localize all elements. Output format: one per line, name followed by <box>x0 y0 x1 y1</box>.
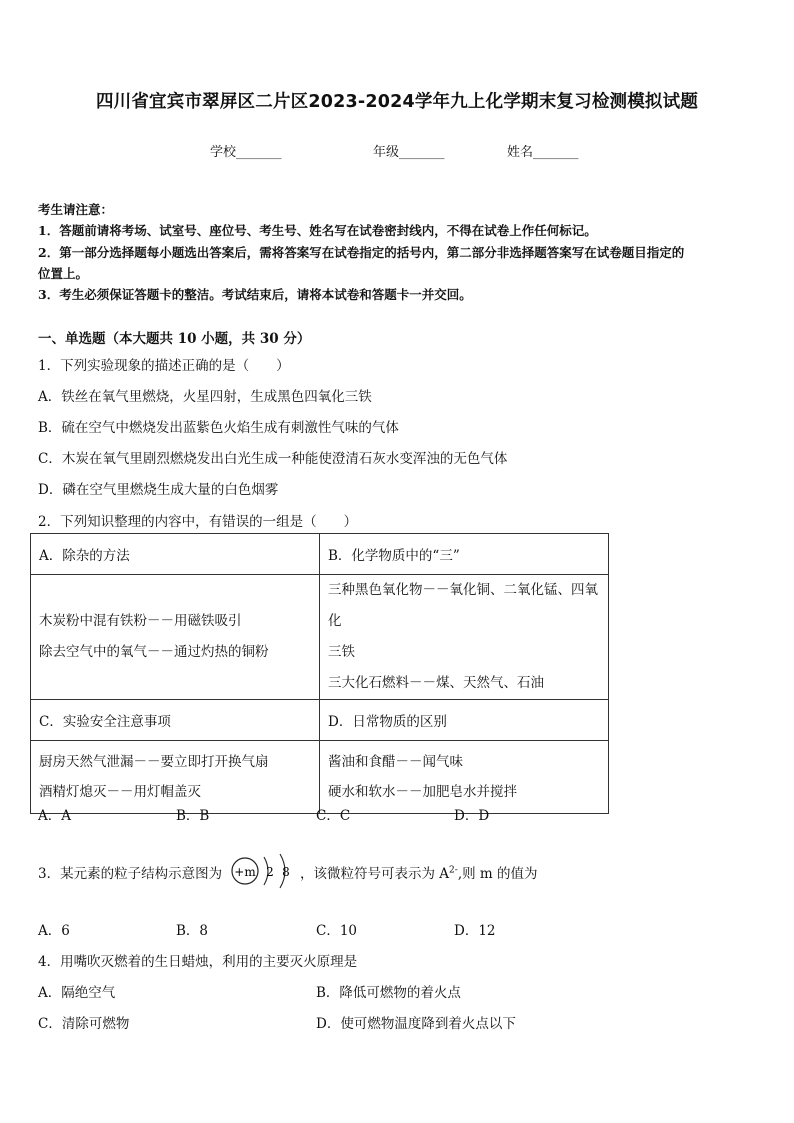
question-4-option-d: D．使可燃物温度降到着火点以下 <box>316 1016 516 1032</box>
school-field: 学校_______ <box>210 145 282 160</box>
table-line: 除去空气中的氧气－－通过灼热的铜粉 <box>39 644 269 660</box>
question-1-option-c: C．木炭在氧气里剧烈燃烧发出白光生成一种能使澄清石灰水变浑浊的无色气体 <box>38 451 508 467</box>
notice-item: 1．答题前请将考场、试室号、座位号、考生号、姓名写在试卷密封线内，不得在试卷上作任何标记。 <box>38 223 597 238</box>
table-cell-c-body <box>31 741 320 814</box>
question-4-option-b: B．降低可燃物的着火点 <box>316 985 461 1001</box>
question-2-option-b: B．B <box>176 808 210 824</box>
knowledge-table <box>30 533 609 814</box>
question-3-stem-after-1: ，该微粒符号可表示为 A <box>300 866 450 882</box>
table-line: 厨房天然气泄漏－－要立即打开换气扇 <box>39 754 269 770</box>
question-4-option-c: C．清除可燃物 <box>38 1016 130 1032</box>
question-3-option-b: B．8 <box>176 923 209 939</box>
shell-1-electrons: 2 <box>266 865 274 879</box>
question-1-stem: 1．下列实验现象的描述正确的是（ ） <box>38 358 290 374</box>
question-3-option-a: A．6 <box>38 923 70 939</box>
question-2-option-a: A．A <box>38 808 71 824</box>
atom-structure-diagram <box>230 852 300 890</box>
table-line: 酱油和食醋－－闻气味 <box>328 754 463 770</box>
question-3-option-d: D．12 <box>454 923 496 939</box>
question-1-option-b: B．硫在空气中燃烧发出蓝紫色火焰生成有刺激性气味的气体 <box>38 420 399 436</box>
question-4-option-a: A．隔绝空气 <box>38 985 116 1001</box>
section-heading: 一、单选题（本大题共 10 小题，共 30 分） <box>38 331 311 347</box>
notice-heading: 考生请注意： <box>38 202 114 217</box>
page-title: 四川省宜宾市翠屏区二片区2023-2024学年九上化学期末复习检测模拟试题 <box>95 92 699 112</box>
table-line: 木炭粉中混有铁粉－－用磁铁吸引 <box>39 613 242 629</box>
notice-item: 3．考生必须保证答题卡的整洁。考试结束后，请将本试卷和答题卡一并交回。 <box>38 287 472 302</box>
question-3-stem-before: 3．某元素的粒子结构示意图为 <box>38 866 223 882</box>
question-1-option-d: D．磷在空气里燃烧生成大量的白色烟雾 <box>38 482 279 498</box>
question-2-option-d: D．D <box>454 808 490 824</box>
table-cell-c-head: C．实验安全注意事项 <box>31 700 320 741</box>
table-line: 三大化石燃料－－煤、天然气、石油 <box>328 675 544 691</box>
question-3-stem-after <box>300 862 538 882</box>
table-cell-a-head: A．除杂的方法 <box>31 534 320 575</box>
question-2-option-c: C．C <box>316 808 351 824</box>
table-cell-b-body <box>320 575 609 700</box>
table-line: 酒精灯熄灭－－用灯帽盖灭 <box>39 784 201 800</box>
notice-item: 2．第一部分选择题每小题选出答案后，需将答案写在试卷指定的括号内，第二部分非选择题答案写在试卷题目指定的 <box>38 245 685 260</box>
table-line: 三种黑色氧化物－－氧化铜、二氧化锰、四氧化 <box>328 582 598 629</box>
nucleus-charge: +m <box>234 865 256 879</box>
charge-superscript: 2- <box>449 865 458 876</box>
question-1-option-a: A．铁丝在氧气里燃烧，火星四射，生成黑色四氧化三铁 <box>38 389 372 405</box>
table-cell-d-body <box>320 741 609 814</box>
name-field: 姓名_______ <box>507 145 579 160</box>
grade-field: 年级_______ <box>373 145 445 160</box>
question-3-stem-after-2: ,则 m 的值为 <box>457 866 538 882</box>
question-3-option-c: C．10 <box>316 923 358 939</box>
table-line: 三铁 <box>328 644 355 660</box>
notice-item: 位置上。 <box>38 266 89 281</box>
table-cell-b-head: B．化学物质中的“三” <box>320 534 609 575</box>
table-cell-a-body <box>31 575 320 700</box>
table-cell-d-head: D．日常物质的区别 <box>320 700 609 741</box>
question-4-stem: 4．用嘴吹灭燃着的生日蜡烛，利用的主要灭火原理是 <box>38 954 358 970</box>
shell-2-electrons: 8 <box>282 865 290 879</box>
question-2-stem: 2．下列知识整理的内容中，有错误的一组是（ ） <box>38 514 358 530</box>
table-line: 硬水和软水－－加肥皂水并搅拌 <box>328 784 517 800</box>
